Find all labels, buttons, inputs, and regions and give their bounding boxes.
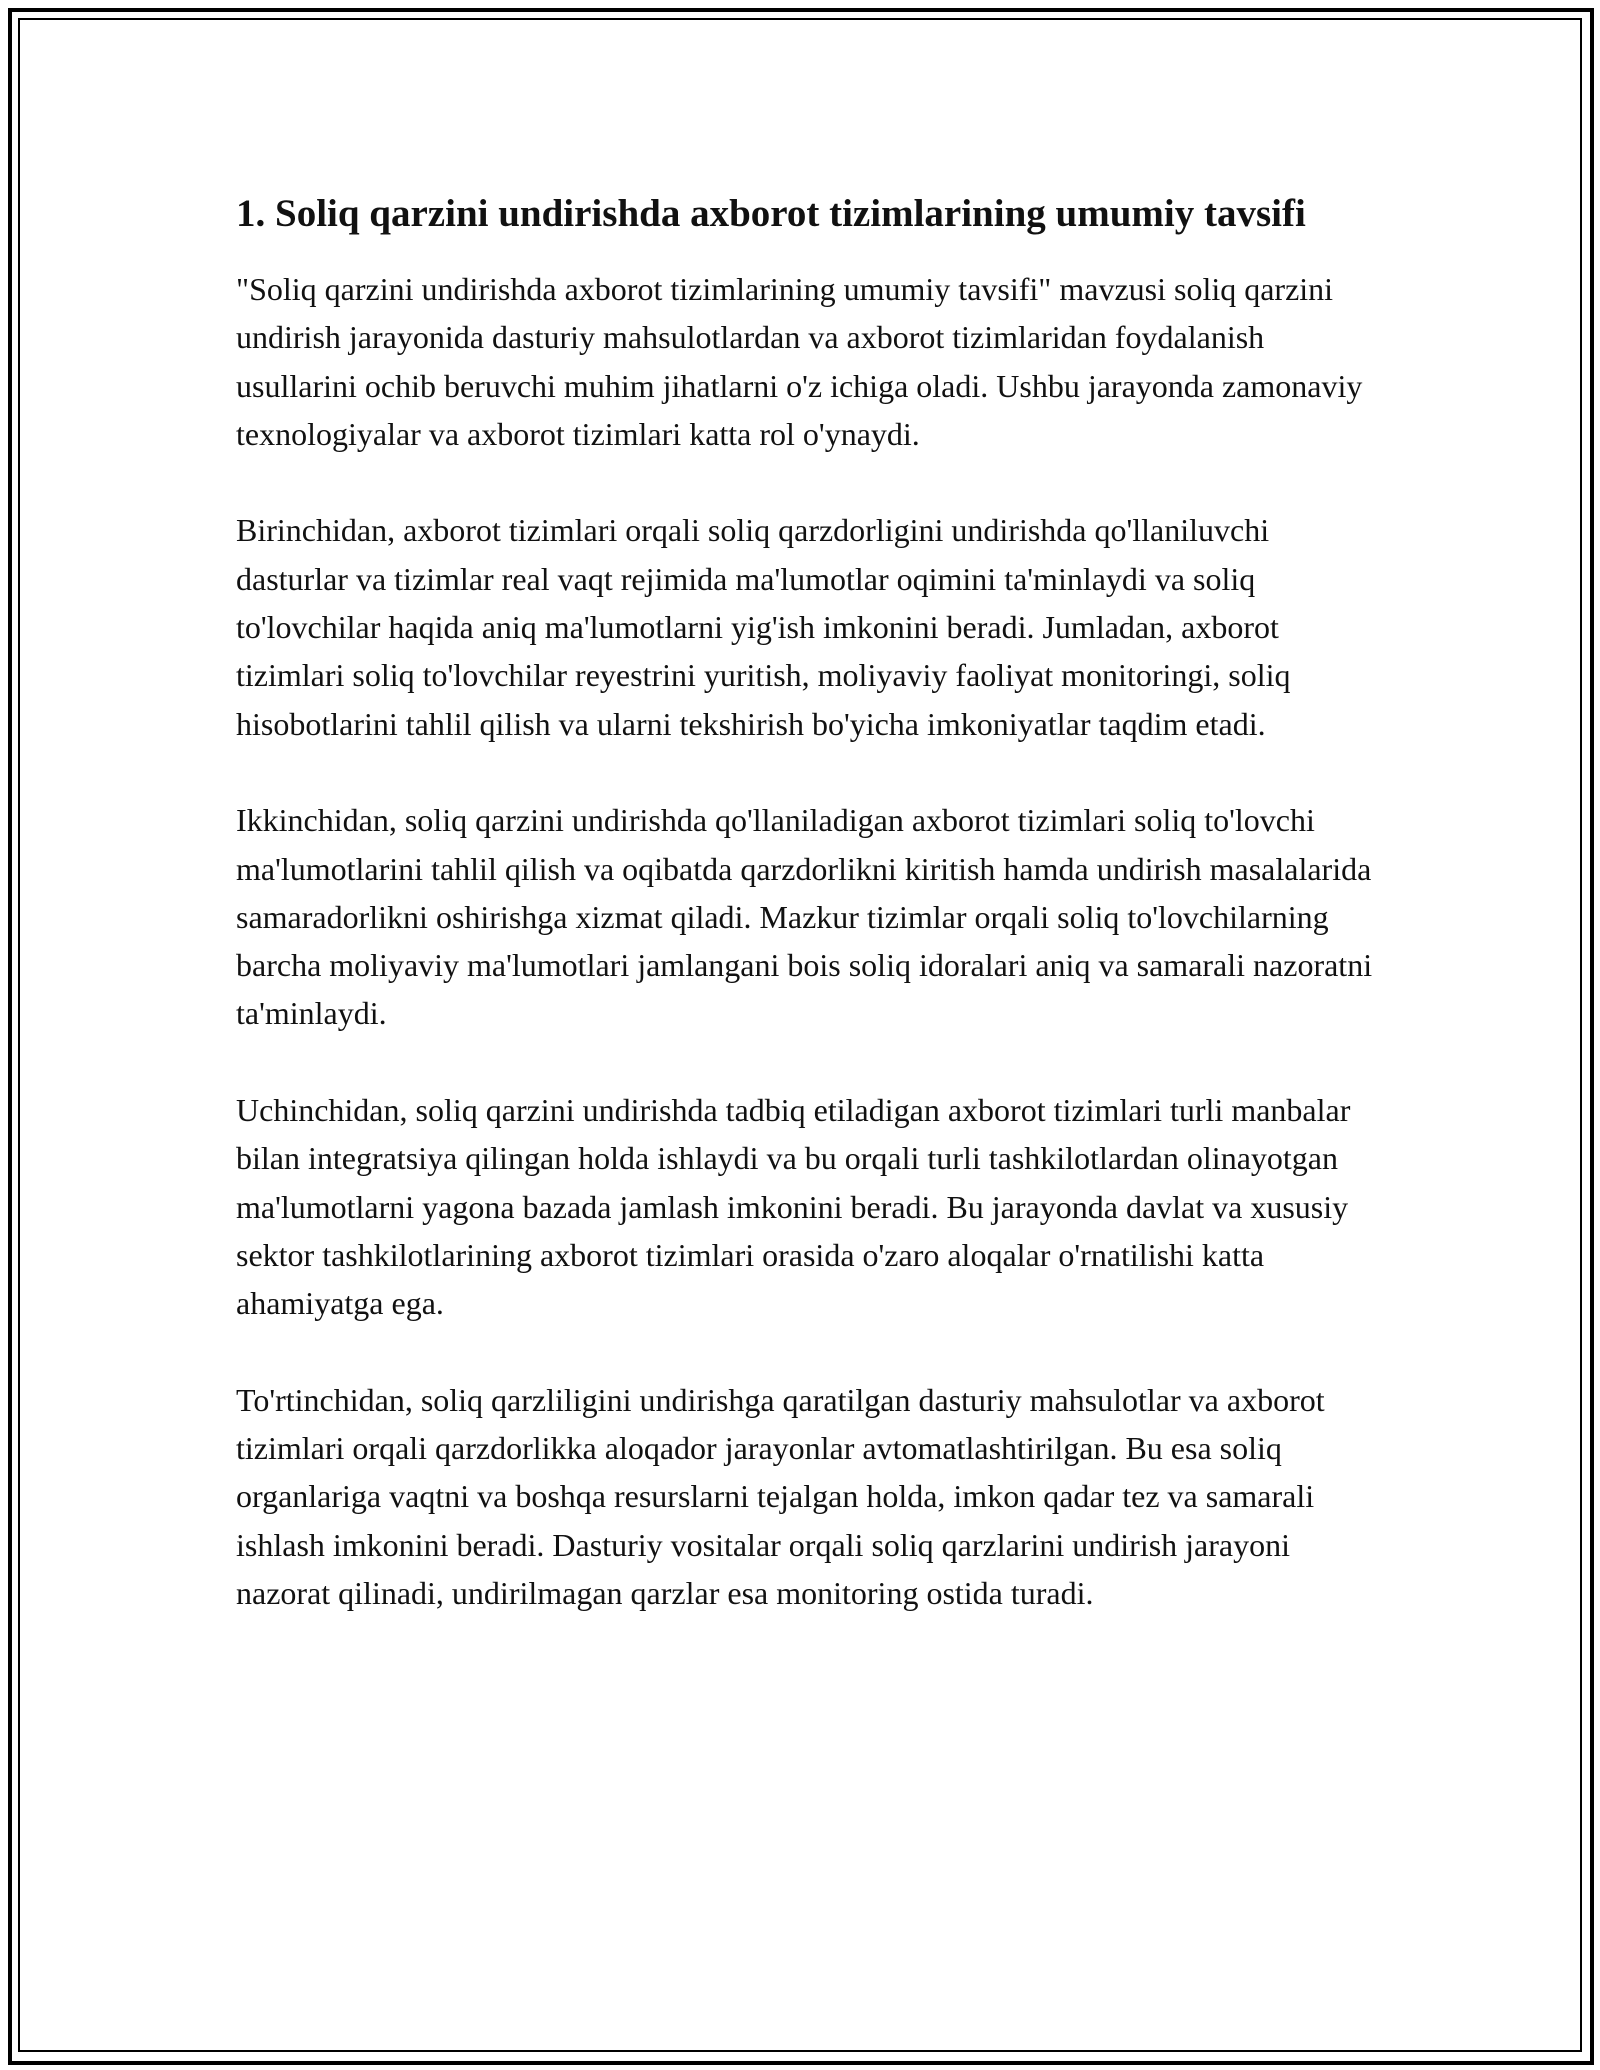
section-heading: 1. Soliq qarzini undirishda axborot tizimlarining umumiy tavsifi [236,192,1306,235]
paragraph-first: Birinchidan, axborot tizimlari orqali soliq qarzdorligini undirishda qo'llaniluvchi dasturlar va tizimlar real vaqt rejimida ma'lumotlar oqimini ta'minlaydi va soliq to'lovchilar haqida aniq ma'lumotlarni yig'ish imkonini beradi. Jumladan, axborot tizimlari soliq to'lovchilar reyestrini yuritish, moliyaviy faoliyat monitoringi, soliq hisobotlarini tahlil qilish va ularni tekshirish bo'yicha imkoniyatlar taqdim etadi. [236,512,1291,742]
paragraph-second: Ikkinchidan, soliq qarzini undirishda qo'llaniladigan axborot tizimlari soliq to'lovchi ma'lumotlarini tahlil qilish va oqibatda qarzdorlikni kiritish hamda undirish masalalarida samaradorlikni oshirishga xizmat qiladi. Mazkur tizimlar orqali soliq to'lovchilarning barcha moliyaviy ma'lumotlari jamlangani bois soliq idoralari aniq va samarali nazoratni ta'minlaydi. [236,802,1373,1032]
paragraph-intro: "Soliq qarzini undirishda axborot tizimlarining umumiy tavsifi" mavzusi soliq qarzini undirish jarayonida dasturiy mahsulotlardan va axborot tizimlaridan foydalanish usullarini ochib beruvchi muhim jihatlarni o'z ichiga oladi. Ushbu jarayonda zamonaviy texnologiyalar va axborot tizimlari katta rol o'ynaydi. [236,271,1363,452]
paragraph-fourth: To'rtinchidan, soliq qarzliligini undirishga qaratilgan dasturiy mahsulotlar va axborot tizimlari orqali qarzdorlikka aloqador jarayonlar avtomatlashtirilgan. Bu esa soliq organlariga vaqtni va boshqa resurslarni tejalgan holda, imkon qadar tez va samarali ishlash imkonini beradi. Dasturiy vositalar orqali soliq qarzlarini undirish jarayoni nazorat qilinadi, undirilmagan qarzlar esa monitoring ostida turadi. [236,1381,1325,1612]
document-body [236,186,1376,1666]
paragraph-third: Uchinchidan, soliq qarzini undirishda tadbiq etiladigan axborot tizimlari turli manbalar bilan integratsiya qilingan holda ishlaydi va bu orqali turli tashkilotlardan olinayotgan ma'lumotlarni yagona bazada jamlash imkonini beradi. Bu jarayonda davlat va xususiy sektor tashkilotlarining axborot tizimlari orasida o'zaro aloqalar o'rnatilishi katta ahamiyatga ega. [236,1092,1351,1322]
